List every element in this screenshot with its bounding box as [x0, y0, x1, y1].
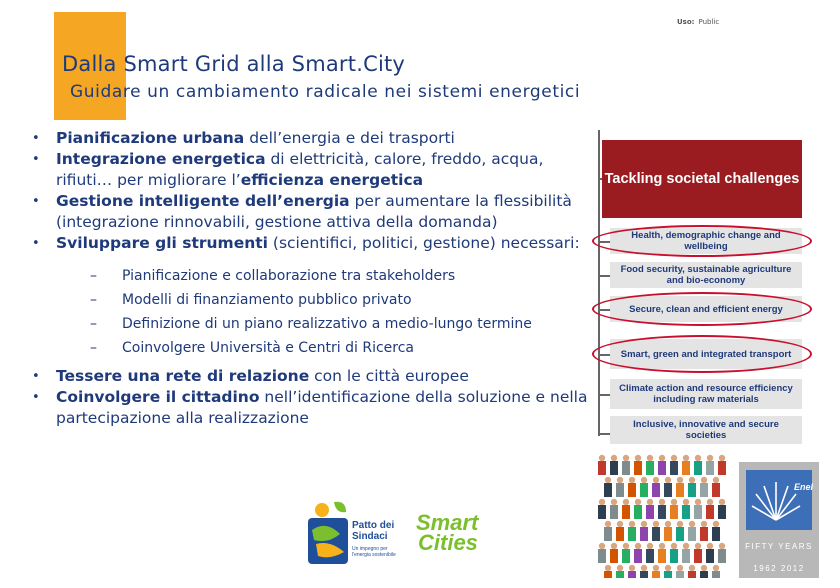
dei-word: dei: [379, 520, 395, 531]
person-head: [599, 543, 605, 549]
person-body: [646, 461, 654, 475]
person-body: [700, 483, 708, 497]
person-body: [706, 461, 714, 475]
person-body: [670, 461, 678, 475]
person-body: [598, 505, 606, 519]
person-head: [635, 543, 641, 549]
person-head: [641, 565, 647, 571]
person-head: [635, 499, 641, 505]
bullet-dot-icon: •: [32, 131, 40, 146]
person-body: [712, 571, 720, 578]
person-body: [622, 549, 630, 563]
person-body: [628, 527, 636, 541]
person-head: [653, 565, 659, 571]
person-head: [659, 455, 665, 461]
bullet-item: • Coinvolgere il cittadino nell’identificazione della soluzione e nella partecipazione alla realizzazione: [32, 388, 588, 427]
person-head: [677, 477, 683, 483]
person-head: [653, 521, 659, 527]
bullet-dot-icon: •: [32, 194, 40, 209]
person-body: [694, 461, 702, 475]
person-body: [712, 483, 720, 497]
person-body: [718, 461, 726, 475]
person-head: [695, 543, 701, 549]
patto-dei-sindaci-logo: [306, 500, 406, 566]
person-body: [682, 505, 690, 519]
patto-word: Patto: [352, 520, 377, 531]
fifty-years-text: FIFTY YEARS: [745, 542, 813, 551]
person-body: [688, 571, 696, 578]
person-head: [683, 499, 689, 505]
enel-burst-icon: [746, 470, 812, 530]
person-body: [712, 527, 720, 541]
person-head: [611, 499, 617, 505]
challenge-item-transport: Smart, green and integrated transport: [610, 339, 802, 369]
person-head: [689, 565, 695, 571]
sub-bullet-item: – Modelli di finanziamento pubblico privato: [90, 292, 412, 308]
person-head: [701, 565, 707, 571]
person-body: [682, 549, 690, 563]
person-body: [706, 549, 714, 563]
person-body: [610, 461, 618, 475]
person-head: [665, 565, 671, 571]
person-head: [713, 565, 719, 571]
enel-wordmark: Enel: [794, 482, 814, 492]
person-body: [718, 549, 726, 563]
bullet-dot-icon: •: [32, 152, 40, 167]
enel-fifty-years-logo: [739, 462, 819, 578]
person-body: [622, 505, 630, 519]
person-head: [689, 521, 695, 527]
bullet-item: • Gestione intelligente dell’energia per aumentare la flessibilità (integrazione rinnovabili, gestione attiva della domanda): [32, 192, 572, 231]
person-body: [664, 527, 672, 541]
person-head: [611, 543, 617, 549]
person-head: [623, 543, 629, 549]
person-head: [719, 499, 725, 505]
person-body: [682, 461, 690, 475]
years-range-text: 1962 2012: [753, 564, 805, 573]
person-head: [707, 499, 713, 505]
person-head: [605, 565, 611, 571]
person-body: [640, 483, 648, 497]
challenge-item-energy: Secure, clean and efficient energy: [610, 296, 802, 322]
person-head: [629, 565, 635, 571]
sub-bullet-list: [90, 264, 590, 360]
person-head: [713, 477, 719, 483]
person-body: [700, 527, 708, 541]
enel-emblem: [746, 470, 812, 530]
person-head: [695, 455, 701, 461]
person-body: [622, 461, 630, 475]
highlight-ellipse: [592, 225, 812, 257]
person-body: [688, 483, 696, 497]
patto-tagline: Un impegno per: [352, 546, 388, 552]
smart-cities-logo: [416, 510, 479, 555]
person-body: [646, 549, 654, 563]
person-head: [647, 543, 653, 549]
sub-bullet-item: – Definizione di un piano realizzativo a medio-lungo termine: [90, 316, 532, 332]
person-body: [616, 527, 624, 541]
person-body: [640, 571, 648, 578]
bullet-item: • Tessere una rete di relazione con le città europee: [32, 367, 469, 385]
person-head: [647, 499, 653, 505]
person-head: [641, 477, 647, 483]
person-head: [623, 455, 629, 461]
person-head: [701, 477, 707, 483]
person-body: [652, 483, 660, 497]
sindaci-word: Sindaci: [352, 531, 388, 542]
person-body: [634, 549, 642, 563]
person-body: [610, 549, 618, 563]
person-head: [629, 477, 635, 483]
connector-line: [598, 275, 610, 277]
person-body: [628, 483, 636, 497]
person-body: [676, 483, 684, 497]
person-head: [719, 455, 725, 461]
person-body: [634, 505, 642, 519]
bullet-item: • Pianificazione urbana dell’energia e dei trasporti: [32, 129, 455, 147]
person-head: [719, 543, 725, 549]
challenge-item-climate: Climate action and resource efficiency including raw materials: [610, 379, 802, 409]
societal-challenges-diagram: [590, 130, 815, 442]
person-head: [683, 543, 689, 549]
person-head: [665, 521, 671, 527]
person-body: [718, 505, 726, 519]
slide-title: Dalla Smart Grid alla Smart.City: [62, 52, 406, 76]
challenges-header-box: Tackling societal challenges: [602, 140, 802, 218]
person-body: [664, 571, 672, 578]
person-head: [671, 543, 677, 549]
person-body: [688, 527, 696, 541]
person-body: [604, 571, 612, 578]
highlight-ellipse: [592, 292, 812, 326]
person-head: [629, 521, 635, 527]
person-head: [683, 455, 689, 461]
person-body: [652, 571, 660, 578]
person-body: [676, 527, 684, 541]
person-body: [694, 505, 702, 519]
person-head: [671, 455, 677, 461]
connector-line: [598, 394, 610, 396]
bullet-item: • Integrazione energetica di elettricità, calore, freddo, acqua, rifiuti… per migliorare l’efficienza energetica: [32, 150, 544, 189]
sub-bullet-item: – Coinvolgere Università e Centri di Ricerca: [90, 340, 415, 356]
person-body: [670, 549, 678, 563]
person-head: [677, 521, 683, 527]
person-body: [664, 483, 672, 497]
usage-label: Uso: Public: [677, 18, 720, 26]
smart-word: Smart: [416, 510, 479, 535]
person-head: [647, 455, 653, 461]
person-head: [671, 499, 677, 505]
person-head: [677, 565, 683, 571]
bullet-item: • Sviluppare gli strumenti (scientifici, politici, gestione) necessari:: [32, 234, 580, 252]
person-head: [701, 521, 707, 527]
slide-subtitle: Guidare un cambiamento radicale nei sistemi energetici: [70, 82, 581, 102]
person-head: [707, 543, 713, 549]
person-head: [641, 521, 647, 527]
person-head: [659, 543, 665, 549]
person-body: [658, 505, 666, 519]
challenge-item-health: Health, demographic change and wellbeing: [610, 228, 802, 254]
person-body: [634, 461, 642, 475]
person-body: [598, 461, 606, 475]
bullet-list: [30, 128, 590, 429]
person-body: [658, 461, 666, 475]
person-body: [658, 549, 666, 563]
sub-bullet-item: – Pianificazione e collaborazione tra stakeholders: [90, 268, 456, 284]
person-head: [617, 477, 623, 483]
challenge-item-societies: Inclusive, innovative and secure societies: [610, 416, 802, 444]
person-head: [659, 499, 665, 505]
person-body: [604, 483, 612, 497]
bullet-dot-icon: •: [32, 390, 40, 405]
person-body: [700, 571, 708, 578]
person-head: [599, 455, 605, 461]
person-head: [713, 521, 719, 527]
patto-tagline: l'energia sostenibile: [352, 552, 396, 558]
person-body: [628, 571, 636, 578]
cities-word: Cities: [418, 530, 478, 555]
person-head: [623, 499, 629, 505]
person-body: [604, 527, 612, 541]
bullet-dot-icon: •: [32, 369, 40, 384]
person-body: [616, 483, 624, 497]
person-body: [676, 571, 684, 578]
person-head: [617, 565, 623, 571]
person-head: [617, 521, 623, 527]
person-head: [653, 477, 659, 483]
highlight-ellipse: [592, 335, 812, 373]
person-head: [695, 499, 701, 505]
person-body: [670, 505, 678, 519]
challenge-item-food: Food security, sustainable agriculture and bio-economy: [610, 262, 802, 288]
person-body: [610, 505, 618, 519]
person-body: [652, 527, 660, 541]
person-head: [605, 477, 611, 483]
person-head: [689, 477, 695, 483]
person-head: [599, 499, 605, 505]
person-body: [646, 505, 654, 519]
person-head: [611, 455, 617, 461]
person-body: [598, 549, 606, 563]
person-head: [635, 455, 641, 461]
person-body: [694, 549, 702, 563]
person-body: [616, 571, 624, 578]
person-head: [605, 521, 611, 527]
person-body: [706, 505, 714, 519]
bullet-dot-icon: •: [32, 236, 40, 251]
connector-line: [598, 433, 610, 435]
person-head: [707, 455, 713, 461]
connector-line: [598, 130, 600, 436]
people-crowd-image: [596, 444, 732, 578]
person-head: [665, 477, 671, 483]
person-body: [640, 527, 648, 541]
